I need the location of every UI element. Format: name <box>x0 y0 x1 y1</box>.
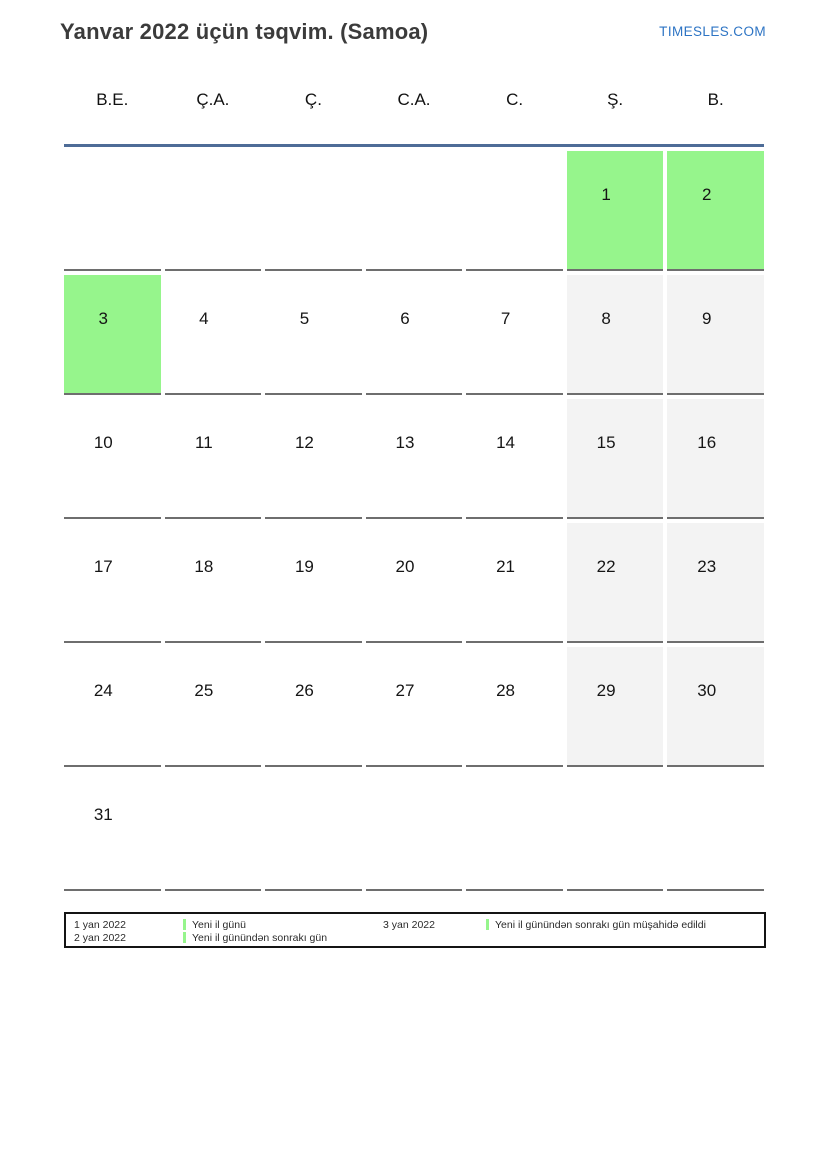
day-cell-2 <box>667 147 764 271</box>
day-cell-15 <box>567 395 664 519</box>
day-cell-empty <box>165 767 262 891</box>
legend-label: Yeni il günü <box>192 919 246 931</box>
day-number: 15 <box>596 433 616 452</box>
day-number: 23 <box>697 557 717 576</box>
day-cell-9 <box>667 271 764 395</box>
day-number: 9 <box>701 309 712 328</box>
day-cell-6 <box>366 271 463 395</box>
day-number: 31 <box>93 805 113 824</box>
day-cell-empty <box>366 767 463 891</box>
day-number: 19 <box>294 557 314 576</box>
day-number: 6 <box>400 309 410 328</box>
day-number: 25 <box>194 681 214 700</box>
day-number: 13 <box>395 433 415 452</box>
day-cell-16 <box>667 395 764 519</box>
day-cell-7 <box>466 271 563 395</box>
day-number: 1 <box>601 185 611 204</box>
page-title: Yanvar 2022 üçün təqvim. (Samoa) <box>60 19 429 44</box>
day-cell-3 <box>64 271 161 395</box>
legend-color-bar <box>183 919 186 930</box>
day-cell-11 <box>165 395 262 519</box>
day-number: 4 <box>199 309 209 328</box>
day-number: 16 <box>697 433 717 452</box>
day-cell-empty <box>466 767 563 891</box>
day-number: 12 <box>294 433 314 452</box>
day-cell-29 <box>567 643 664 767</box>
day-cell-13 <box>366 395 463 519</box>
day-cell-empty <box>567 767 664 891</box>
legend-label: Yeni il günündən sonrakı gün <box>192 932 328 944</box>
day-number: 17 <box>93 557 113 576</box>
day-cell-5 <box>265 271 362 395</box>
day-cell-10 <box>64 395 161 519</box>
day-number: 26 <box>294 681 314 700</box>
day-number: 10 <box>93 433 113 452</box>
day-number: 5 <box>299 309 310 328</box>
day-headers <box>64 90 764 110</box>
day-number: 7 <box>500 309 511 328</box>
legend-date: 1 yan 2022 <box>74 919 126 931</box>
brand-link[interactable]: TIMESLES.COM <box>659 24 766 39</box>
day-number: 21 <box>496 557 516 576</box>
day-cell-empty <box>466 147 563 271</box>
legend-color-bar <box>486 919 489 930</box>
day-cell-17 <box>64 519 161 643</box>
day-cell-12 <box>265 395 362 519</box>
day-header: C.A. <box>397 90 431 109</box>
day-cell-empty <box>366 147 463 271</box>
legend-date: 2 yan 2022 <box>74 932 126 944</box>
day-cell-14 <box>466 395 563 519</box>
day-cell-24 <box>64 643 161 767</box>
day-number: 22 <box>596 557 616 576</box>
day-header: B. <box>707 90 724 109</box>
day-header: Ç.A. <box>196 90 230 109</box>
day-number: 28 <box>496 681 516 700</box>
day-cell-31 <box>64 767 161 891</box>
legend-date: 3 yan 2022 <box>383 919 435 931</box>
day-cell-23 <box>667 519 764 643</box>
legend-item <box>183 932 327 944</box>
day-cell-22 <box>567 519 664 643</box>
day-cell-20 <box>366 519 463 643</box>
day-cell-8 <box>567 271 664 395</box>
day-number: 27 <box>395 681 415 700</box>
day-number: 8 <box>601 309 611 328</box>
day-header: Ç. <box>304 90 322 109</box>
day-cell-4 <box>165 271 262 395</box>
day-cell-30 <box>667 643 764 767</box>
day-number: 11 <box>195 433 213 452</box>
day-number: 2 <box>701 185 712 204</box>
day-cell-1 <box>567 147 664 271</box>
day-cell-26 <box>265 643 362 767</box>
legend-label: Yeni il günündən sonrakı gün müşahidə edildi <box>495 919 706 931</box>
day-number: 29 <box>596 681 616 700</box>
day-cell-empty <box>265 767 362 891</box>
day-number: 14 <box>496 433 516 452</box>
day-cell-25 <box>165 643 262 767</box>
day-cell-empty <box>64 147 161 271</box>
day-cell-28 <box>466 643 563 767</box>
day-cell-18 <box>165 519 262 643</box>
legend-color-bar <box>183 932 186 943</box>
day-header: Ş. <box>607 90 624 109</box>
calendar-grid <box>64 144 764 891</box>
day-cell-empty <box>165 147 262 271</box>
day-number: 30 <box>697 681 717 700</box>
day-header: C. <box>506 90 524 109</box>
day-number: 20 <box>395 557 415 576</box>
day-number: 18 <box>194 557 214 576</box>
legend-item <box>183 919 246 931</box>
day-cell-19 <box>265 519 362 643</box>
day-cell-27 <box>366 643 463 767</box>
legend-item <box>486 919 706 931</box>
day-header: B.E. <box>96 90 129 109</box>
day-cell-empty <box>667 767 764 891</box>
day-number: 24 <box>93 681 113 700</box>
legend-box <box>64 912 766 948</box>
day-cell-21 <box>466 519 563 643</box>
day-cell-empty <box>265 147 362 271</box>
day-number: 3 <box>98 309 109 328</box>
